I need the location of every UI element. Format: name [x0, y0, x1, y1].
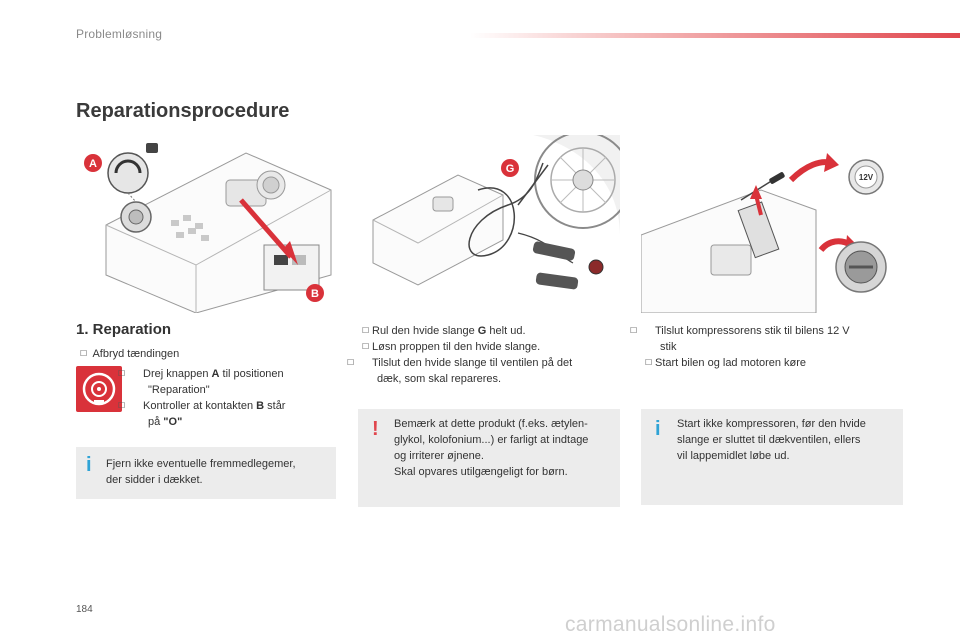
bullet-text: Tilslut den hvide slange til ventilen på det	[372, 357, 573, 369]
callout-a-label: A	[89, 158, 97, 170]
figure-12v-connection	[641, 135, 903, 313]
sub-b-line2-key: "O"	[163, 416, 183, 428]
12v-connection-illustration	[641, 135, 903, 313]
info-icon: i	[655, 418, 661, 440]
bullet-text: Start bilen og lad motoren køre	[655, 357, 807, 369]
bullet-unroll-hose	[362, 323, 620, 339]
note-line: der sidder i dækket.	[106, 474, 203, 486]
hose-to-valve-illustration	[358, 135, 620, 313]
warning-line: Skal opvares utilgængeligt for børn.	[394, 466, 568, 478]
bullet-ignition-off	[80, 346, 179, 362]
page-title: Reparationsprocedure	[76, 100, 290, 122]
bullet-connect-12v	[630, 323, 903, 355]
bullet-text: stik	[660, 341, 677, 353]
info-note-start-compressor	[641, 409, 903, 505]
bullet-text: Tilslut kompressorens stik til bilens 12 V	[655, 325, 850, 337]
note-line: Start ikke kompressoren, før den hvide	[677, 418, 866, 430]
step-heading: 1. Reparation	[76, 321, 172, 338]
figure-compressor-dial	[76, 135, 336, 313]
sub-a-post: til positionen	[219, 368, 284, 380]
sub-a-line2: "Reparation"	[148, 384, 210, 396]
sub-a-pre: Drej knappen	[143, 368, 212, 380]
checkbox-bullet-icon: ☐	[362, 342, 370, 351]
info-icon: i	[86, 454, 92, 476]
warning-icon: !	[372, 418, 379, 440]
socket-label: 12V	[858, 173, 874, 182]
info-note-foreign-objects	[76, 447, 336, 499]
bullet-text: Løsn proppen til den hvide slange.	[372, 341, 541, 353]
b1-post: helt ud.	[486, 325, 526, 337]
warning-line: glykol, kolofonium...) er farligt at indtage	[394, 434, 589, 446]
checkbox-bullet-icon: ☐	[645, 358, 653, 367]
section-header: Problemløsning	[76, 27, 163, 41]
compressor-dial-illustration	[76, 135, 336, 313]
bullet-loosen-cap	[362, 339, 620, 355]
checkbox-bullet-icon: ☐	[347, 358, 355, 367]
note-line: slange er sluttet til dækventilen, ellers	[677, 434, 861, 446]
page-number: 184	[76, 604, 93, 615]
sub-a-key: A	[211, 368, 220, 380]
header-rule	[470, 33, 960, 38]
bullet-text: Afbryd tændingen	[92, 348, 180, 360]
sub-b-key: B	[256, 400, 265, 412]
bullet-start-engine	[645, 355, 903, 371]
note-line: Fjern ikke eventuelle fremmedlegemer,	[106, 458, 296, 470]
figure-hose-to-valve	[358, 135, 620, 313]
bullet-turn-knob	[118, 366, 333, 398]
checkbox-bullet-icon: ☐	[80, 349, 88, 358]
warning-note-hazard	[358, 409, 620, 507]
note-line: vil lappemidlet løbe ud.	[677, 450, 790, 462]
warning-line: og irriterer øjnene.	[394, 450, 484, 462]
watermark: carmanualsonline.info	[565, 613, 776, 636]
sub-b-pre: Kontroller at kontakten	[143, 400, 257, 412]
sub-b-line2-pre: på	[148, 416, 164, 428]
checkbox-bullet-icon: ☐	[118, 369, 126, 378]
sub-b-post: står	[264, 400, 286, 412]
bullet-connect-hose	[347, 355, 620, 387]
checkbox-bullet-icon: ☐	[630, 326, 638, 335]
checkbox-bullet-icon: ☐	[118, 401, 126, 410]
checkbox-bullet-icon: ☐	[362, 326, 370, 335]
b1-key: G	[477, 325, 487, 337]
warning-line: Bemærk at dette produkt (f.eks. ætylen-	[394, 418, 588, 430]
repair-dial-icon	[76, 366, 122, 412]
b1-pre: Rul den hvide slange	[372, 325, 478, 337]
callout-g-label: G	[505, 163, 515, 175]
callout-b-label: B	[311, 288, 319, 300]
bullet-check-switch	[118, 398, 333, 430]
bullet-text: dæk, som skal repareres.	[377, 373, 502, 385]
